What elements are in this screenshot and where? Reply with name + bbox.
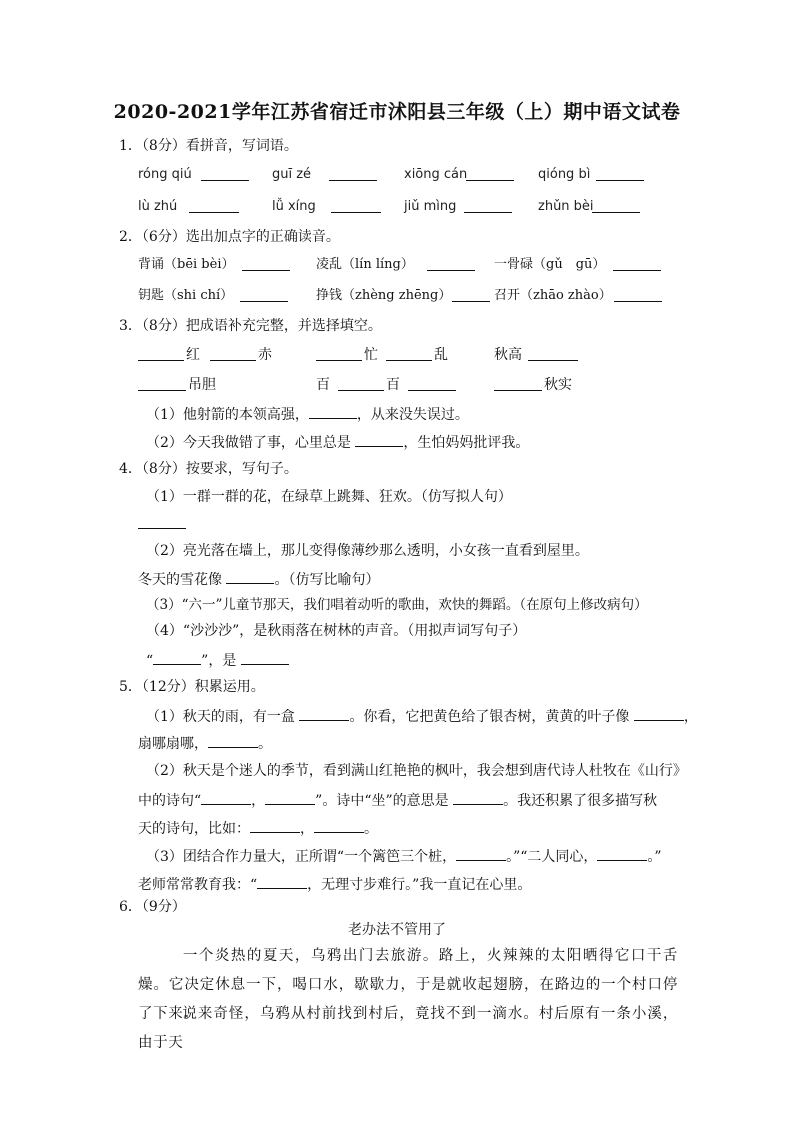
- q5-s2-line1: （2）秋天是个迷人的季节，看到满山红艳艳的枫叶，我会想到唐代诗人杜牧在《山行》: [146, 763, 687, 779]
- q1-pinyin-3: xiōng cán: [404, 167, 468, 182]
- q5-s2-blank-5[interactable]: [314, 818, 364, 833]
- q3-idiom-5: 秋高: [494, 347, 522, 363]
- q1-pinyin-4: qióng bì: [538, 167, 591, 182]
- q5-s2-comma: ，: [251, 793, 266, 809]
- q1-blank-6[interactable]: [331, 198, 381, 213]
- q2-blank-1[interactable]: [242, 256, 290, 271]
- q5-s2-blank-4[interactable]: [250, 818, 300, 833]
- q5-s2-quote-open: 中的诗句“: [138, 793, 202, 809]
- q2-item-6: 召开（zhāo zhào）: [494, 288, 612, 303]
- q3-idiom-blank-2[interactable]: [210, 346, 256, 361]
- q1-blank-4[interactable]: [596, 166, 644, 181]
- q4-s4-task: [146, 650, 289, 670]
- q3-header: 3．（8分）把成语补充完整，并选择填空。: [119, 318, 382, 334]
- q3-idiom-1: 红: [186, 347, 200, 363]
- q1-pinyin-6: lǚ xíng: [272, 199, 316, 214]
- q4-s4-blank-1[interactable]: [153, 650, 201, 665]
- q2-blank-2[interactable]: [427, 256, 475, 271]
- q5-s1-text-3: 扇哪扇哪，: [138, 736, 208, 752]
- q5-s2-period: 。: [364, 821, 378, 837]
- exam-title: 2020-2021学年江苏省宿迁市沭阳县三年级（上）期中语文试卷: [113, 101, 681, 123]
- q1-pinyin-5: lù zhú: [138, 199, 178, 214]
- q5-s3-blank-3[interactable]: [257, 874, 307, 889]
- q5-s1-text: （1）秋天的雨，有一盒: [146, 709, 300, 725]
- q3-sentence-1: [146, 404, 469, 424]
- q5-s3-blank-2[interactable]: [597, 846, 647, 861]
- q3-idiom-4: 乱: [434, 347, 448, 363]
- q5-s3-text-2: 老师常常教育我：“: [138, 877, 258, 893]
- q6-header: 6．（9分）: [119, 899, 186, 915]
- q4-s4-blank-2[interactable]: [241, 650, 289, 665]
- q4-s2-suffix: 。（仿写比喻句）: [274, 572, 380, 588]
- q5-s1-blank-2[interactable]: [634, 706, 684, 721]
- q4-s4-quote-open: “: [146, 653, 154, 669]
- q5-s2-line3: [138, 818, 378, 838]
- q1-blank-7[interactable]: [464, 198, 512, 213]
- q2-blank-5[interactable]: [452, 287, 490, 302]
- q3-s2-tail: ，生怕妈妈批评我。: [403, 435, 530, 451]
- q5-s3-close: 。”: [647, 849, 662, 865]
- q5-s1-line1: [146, 706, 698, 726]
- q5-s2-blank-1[interactable]: [201, 790, 251, 805]
- q3-idiom-9: 秋实: [544, 377, 572, 393]
- q3-s1-tail: ，从来没失误过。: [356, 407, 469, 423]
- q3-idiom-2: 赤: [258, 347, 272, 363]
- q5-s2-mid: ”。诗中“坐”的意思是: [315, 793, 454, 809]
- q5-s3-tail: ，无理寸步难行。”我一直记在心里。: [307, 877, 532, 893]
- q4-s1: （1）一群一群的花，在绿草上跳舞、狂欢。（仿写拟人句）: [146, 489, 512, 505]
- q1-blank-3[interactable]: [466, 166, 514, 181]
- q4-s4: （4）“沙沙沙”，是秋雨落在树林的声音。（用拟声词写句子）: [146, 623, 527, 639]
- q5-s3-text: （3）团结合作力量大，正所谓“一个篱笆三个桩，: [146, 849, 457, 865]
- q3-idiom-blank-3[interactable]: [316, 346, 362, 361]
- q2-blank-4[interactable]: [240, 287, 288, 302]
- q3-idiom-blank-4[interactable]: [386, 346, 432, 361]
- q5-s1-text-2: 。你看，它把黄色给了银杏树，黄黄的叶子像: [349, 709, 634, 725]
- q3-idiom-6: 吊胆: [188, 377, 216, 393]
- q2-blank-3[interactable]: [613, 256, 661, 271]
- q1-blank-8[interactable]: [592, 198, 640, 213]
- q5-s2-comma-2: ，: [300, 821, 314, 837]
- q4-s2-task: [138, 569, 379, 589]
- q1-pinyin-2: guī zé: [272, 167, 312, 182]
- q3-sentence-2: [146, 432, 529, 452]
- q1-blank-2[interactable]: [329, 166, 377, 181]
- q3-s2-blank[interactable]: [355, 432, 403, 447]
- article-paragraph-1-text: 一个炎热的夏天，乌鸦出门去旅游。路上，火辣辣的太阳晒得它口干舌燥。它决定休息一下，喝口水，歇歇力，于是就收起翅膀，在路边的一个村口停了下来。: [138, 948, 678, 1022]
- q3-idiom-blank-9[interactable]: [494, 376, 542, 391]
- q5-header: 5．（12分）积累运用。: [119, 679, 265, 695]
- q1-header: 1．（8分）看拼音，写词语。: [119, 138, 298, 154]
- q5-s1-line2: [138, 733, 272, 753]
- q3-idiom-blank-1[interactable]: [138, 346, 184, 361]
- q5-s2-blank-2[interactable]: [265, 790, 315, 805]
- q4-s2: （2）亮光落在墙上，那儿变得像薄纱那么透明，小女孩一直看到屋里。: [146, 543, 589, 559]
- q4-s2-prefix: 冬天的雪花像: [138, 572, 227, 588]
- q4-s3: （3）“六一”儿童节那天，我们唱着动听的歌曲，欢快的舞蹈。（在原句上修改病句）: [146, 597, 648, 613]
- q1-pinyin-7: jiǔ mìng: [404, 199, 457, 214]
- q5-s1-comma: ，: [683, 709, 698, 725]
- q3-idiom-blank-7[interactable]: [338, 376, 384, 391]
- q5-s3-line1: [146, 846, 662, 866]
- q3-idiom-blank-5[interactable]: [528, 346, 578, 361]
- q4-s2-blank[interactable]: [226, 569, 274, 584]
- q3-s2-text: （2）今天我做错了事，心里总是: [146, 435, 356, 451]
- article-title: 老办法不管用了: [348, 922, 446, 938]
- q3-idiom-3: 忙: [364, 347, 378, 363]
- q3-idiom-7: 百: [316, 377, 330, 393]
- q1-pinyin-1: róng qiú: [138, 167, 192, 182]
- q5-s1-period: 。: [258, 736, 272, 752]
- q1-pinyin-8: zhǔn bèi: [538, 199, 594, 214]
- q2-item-2: 凌乱（lín líng）: [316, 257, 414, 272]
- q3-s1-blank[interactable]: [309, 404, 357, 419]
- q2-item-5: 挣钱（zhèng zhēng）: [316, 288, 452, 303]
- q3-s1-text: （1）他射箭的本领高强，: [146, 407, 309, 423]
- q5-s2-blank-3[interactable]: [453, 790, 503, 805]
- q2-header: 2．（6分）选出加点字的正确读音。: [119, 229, 340, 245]
- q4-s4-mid: ”，是: [201, 653, 241, 669]
- q2-item-3: 一骨碌（gǔ gū）: [494, 257, 606, 272]
- q1-blank-5[interactable]: [189, 198, 239, 213]
- q5-s2-tail: 。我还积累了很多描写秋: [503, 793, 658, 809]
- q4-header: 4．（8分）按要求，写句子。: [119, 461, 298, 477]
- q5-s2-examples: 天的诗句，比如：: [138, 821, 250, 837]
- q2-blank-6[interactable]: [614, 287, 662, 302]
- q3-idiom-8: 百: [386, 377, 400, 393]
- q5-s1-blank-1[interactable]: [299, 706, 349, 721]
- article-paragraph-2: [138, 1000, 678, 1058]
- q5-s3-blank-1[interactable]: [456, 846, 506, 861]
- q5-s3-line2: [138, 874, 531, 894]
- q4-s1-blank[interactable]: [138, 514, 186, 529]
- q3-idiom-blank-8[interactable]: [408, 376, 456, 391]
- q5-s1-blank-3[interactable]: [208, 733, 258, 748]
- q5-s3-mid: 。”“二人同心，: [506, 849, 598, 865]
- q2-item-1: 背诵（bēi bèi）: [138, 257, 235, 272]
- q1-blank-1[interactable]: [201, 166, 249, 181]
- q5-s2-line2: [138, 790, 657, 810]
- q3-idiom-blank-6[interactable]: [138, 376, 186, 391]
- q2-item-4: 钥匙（shi chí）: [138, 288, 234, 303]
- article-paragraph-2-text: 说来奇怪，乌鸦从村前找到村后，竟找不到一滴水。村后原有一条小溪，由于天: [138, 1006, 678, 1051]
